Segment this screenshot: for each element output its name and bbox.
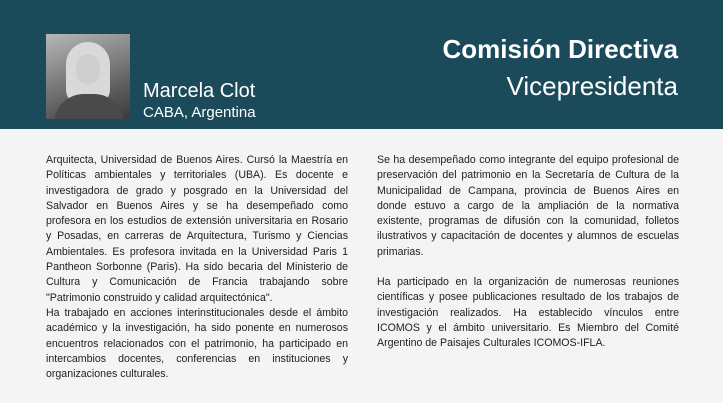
bio-column-right	[377, 153, 679, 352]
bio-paragraph: Se ha desempeñado como integrante del equipo profesional de preservación del patrimonio en la Secretaría de Cultura de la Municipalidad de Campana, provincia de Buenos Aires en donde estuvo a cargo de la ampliación de la normativa existente, programas de difusión con la comunidad, folletos ilustrativos y capacitación de docentes y alumnos de escuelas primarias.	[377, 154, 679, 258]
paragraph-spacer	[377, 260, 679, 275]
role-subtitle: Vicepresidenta	[506, 71, 678, 101]
profile-photo	[46, 34, 130, 119]
person-name: Marcela Clot	[143, 80, 256, 102]
bio-paragraph: Ha trabajado en acciones interinstitucionales desde el ámbito académico y la investigación, ha sido ponente en numerosos encuentros relacionados con el patrimonio, ha participado en intercambios docentes, conferencias en instituciones y organizaciones culturales.	[46, 306, 348, 381]
bio-column-left	[46, 153, 348, 382]
bio-paragraph: Arquitecta, Universidad de Buenos Aires. Cursó la Maestría en Políticas ambientales y territoriales (UBA). Es docente e investigadora de grado y posgrado en la Universidad del Salvador en Buenos Aires y se ha desempeñado como profesora en los estudios de extensión universitaria en Rosario y Posadas, en carreras de Arquitectura, Turismo y Ciencias Ambientales. Es profesora invitada en la Universidad Paris 1 Pantheon Sorbonne (Paris). Ha sido becaria del Ministerio de Cultura y Comunicación de Francia trabajando sobre "Patrimonio construido y calidad arquitectónica".	[46, 154, 348, 304]
person-location: CABA, Argentina	[143, 104, 256, 121]
header-banner	[0, 0, 723, 129]
photo-face	[76, 54, 100, 84]
bio-paragraph: Ha participado en la organización de numerosas reuniones científicas y posee publicaciones resultado de los trabajos de investigación realizados. Ha establecido vínculos entre ICOMOS y el ámbito universitario. Es Miembro del Comité Argentino de Paisajes Culturales ICOMOS-IFLA.	[377, 276, 679, 350]
photo-shoulders	[54, 94, 124, 119]
page-title: Comisión Directiva	[442, 34, 678, 64]
